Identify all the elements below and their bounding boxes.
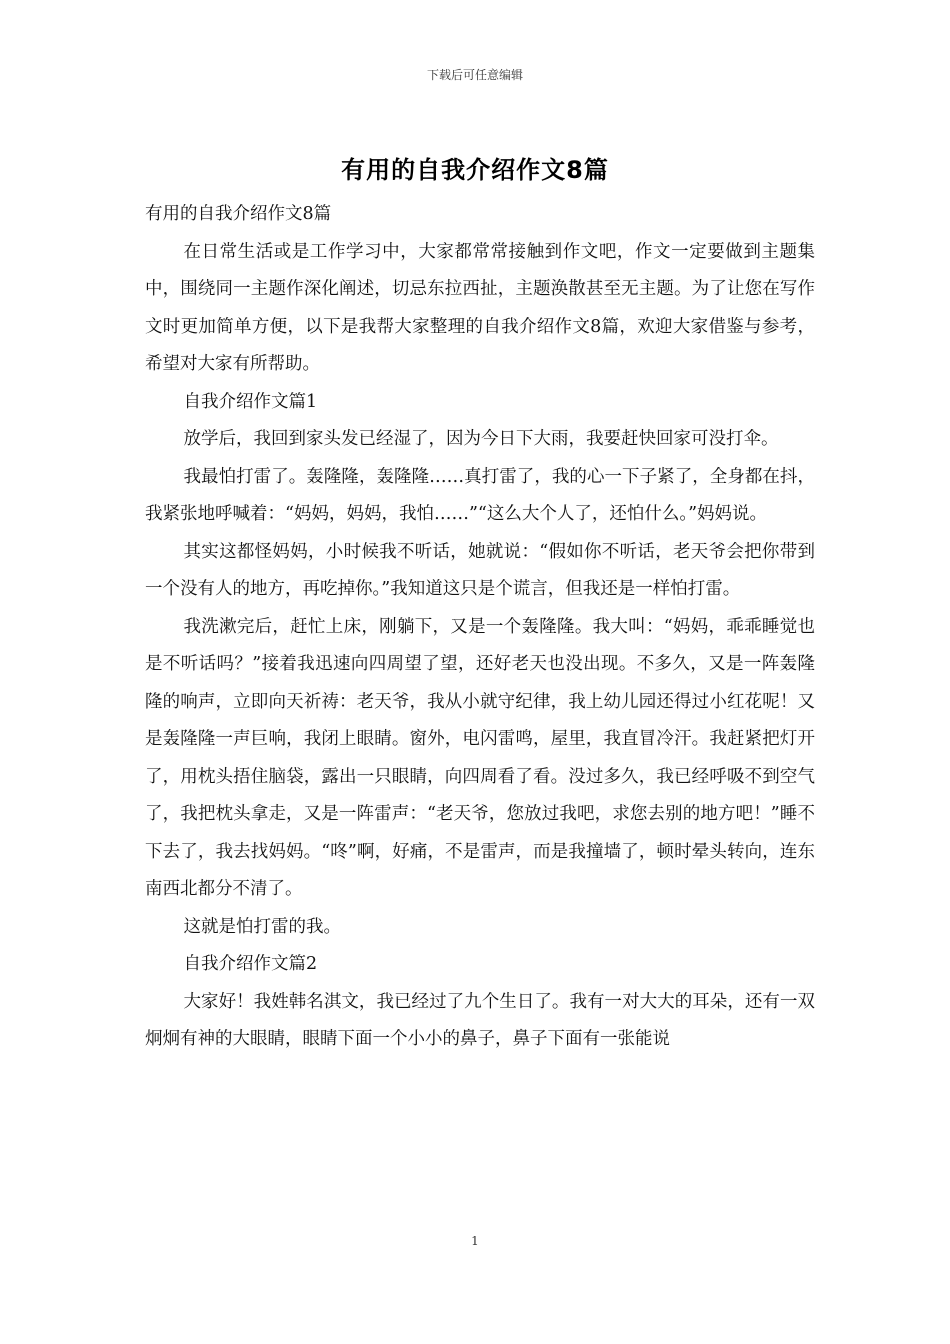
- paragraph: 我最怕打雷了。轰隆隆，轰隆隆……真打雷了，我的心一下子紧了，全身都在抖，我紧张地呼喊着：“妈妈，妈妈，我怕……”“这么大个人了，还怕什么。”妈妈说。: [145, 466, 815, 524]
- paragraph: 在日常生活或是工作学习中，大家都常常接触到作文吧，作文一定要做到主题集中，围绕同一主题作深化阐述，切忌东拉西扯，主题涣散甚至无主题。为了让您在写作文时更加简单方便，以下是我帮大家整理的自我介绍作文8篇，欢迎大家借鉴与参考，希望对大家有所帮助。: [145, 241, 815, 374]
- paragraph: 这就是怕打雷的我。: [183, 916, 341, 937]
- paragraph: 大家好！我姓韩名淇文，我已经过了九个生日了。我有一对大大的耳朵，还有一双炯炯有神的大眼睛，眼睛下面一个小小的鼻子，鼻子下面有一张能说: [145, 991, 815, 1049]
- paragraph: 我洗漱完后，赶忙上床，刚躺下，又是一个轰隆隆。我大叫：“妈妈，乖乖睡觉也是不听话吗？”接着我迅速向四周望了望，还好老天也没出现。不多久，又是一阵轰隆隆的响声，立即向天祈祷：老天爷，我从小就守纪律，我上幼儿园还得过小红花呢！又是轰隆隆一声巨响，我闭上眼睛。窗外，电闪雷鸣，屋里，我直冒冷汗。我赶紧把灯开了，用枕头捂住脑袋，露出一只眼睛，向四周看了看。没过多久，我已经呼吸不到空气了，我把枕头拿走，又是一阵雷声：“老天爷，您放过我吧，求您去别的地方吧！”睡不下去了，我去找妈妈。“咚”啊，好痛，不是雷声，而是我撞墙了，顿时晕头转向，连东南西北都分不清了。: [145, 616, 815, 899]
- paragraph: 有用的自我介绍作文8篇: [145, 204, 332, 224]
- section-heading: 自我介绍作文篇2: [183, 954, 318, 974]
- document-title: 有用的自我介绍作文8篇: [341, 156, 609, 184]
- paragraph: 放学后，我回到家头发已经湿了，因为今日下大雨，我要赶快回家可没打伞。: [183, 429, 779, 449]
- header-note: 下载后可任意编辑: [426, 68, 523, 82]
- section-heading: 自我介绍作文篇1: [183, 391, 318, 412]
- page-number: 1: [471, 1234, 479, 1248]
- document-body: [145, 196, 815, 1059]
- paragraph: 其实这都怪妈妈，小时候我不听话，她就说：“假如你不听话，老天爷会把你带到一个没有人的地方，再吃掉你。”我知道这只是个谎言，但我还是一样怕打雷。: [145, 541, 815, 599]
